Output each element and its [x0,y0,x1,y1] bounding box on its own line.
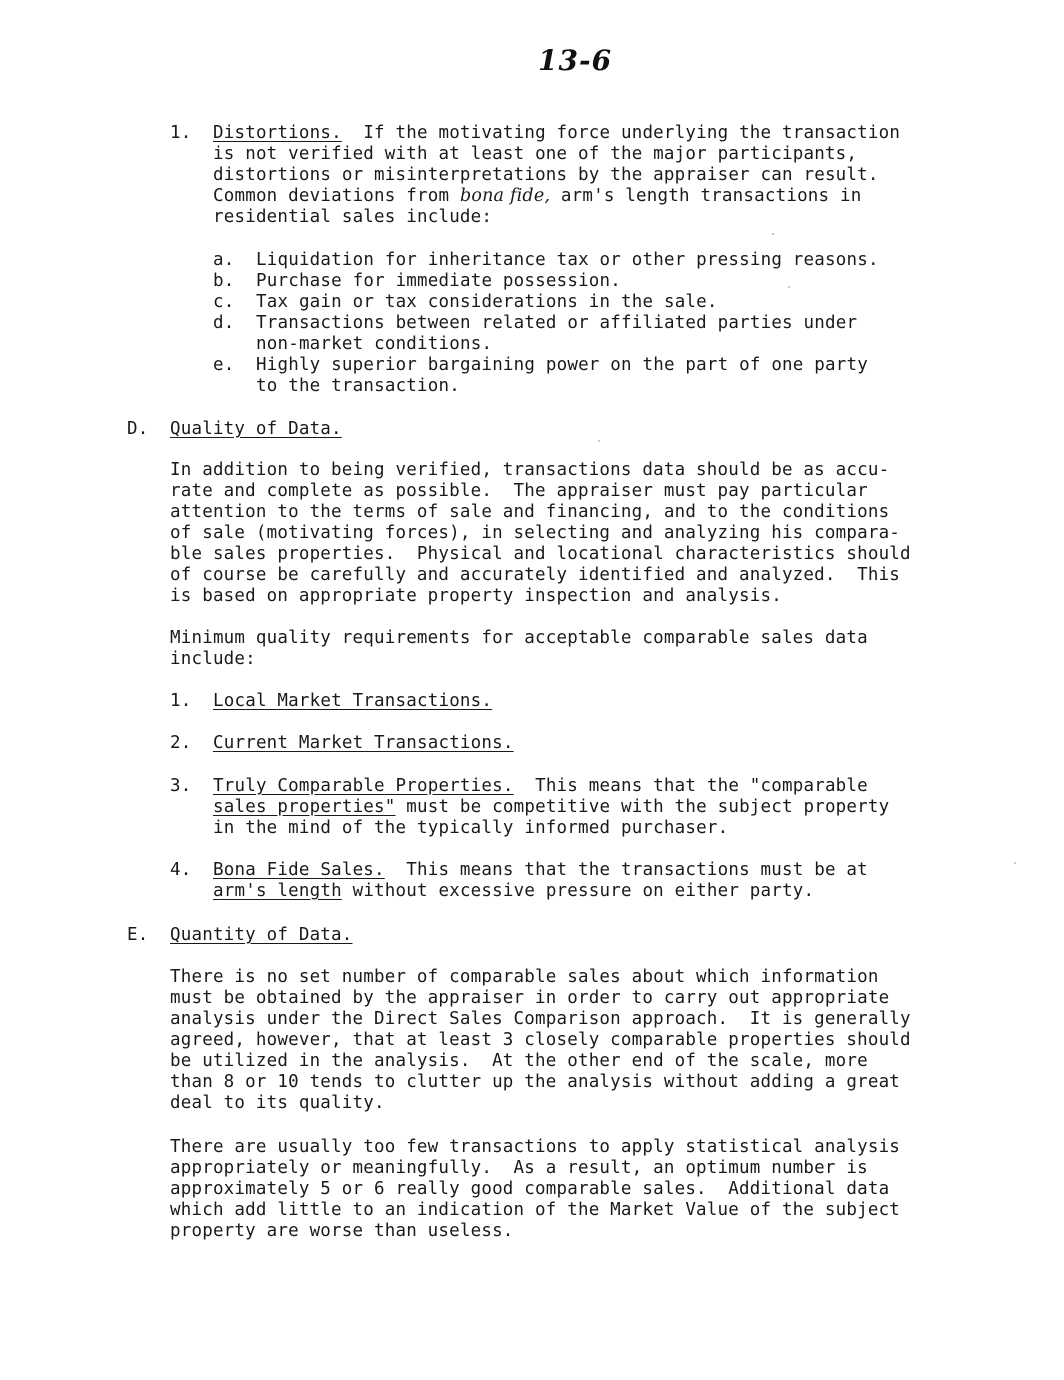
section-e-paragraph-line: deal to its quality. [170,1093,385,1113]
requirement-line: arm's length without excessive pressure on either party. [213,881,815,901]
scan-speck [598,440,600,442]
section-d-letter: D. [127,419,149,439]
section-e-paragraph-line: There is no set number of comparable sales about which information [170,967,879,987]
bona-fide-italic: bona fide, [459,186,551,206]
subitem-label: b. [213,271,235,291]
item-1-line-5: residential sales include: [213,207,493,227]
section-d-paragraph-line: attention to the terms of sale and financing, and to the conditions [170,502,890,522]
item-1-line-3: distortions or misinterpretations by the appraiser can result. [213,165,879,185]
section-e-paragraph-line: approximately 5 or 6 really good comparable sales. Additional data [170,1179,890,1199]
requirement-line: Truly Comparable Properties. This means that the "comparable [213,776,868,796]
section-e-paragraph-line: than 8 or 10 tends to clutter up the analysis without adding a great [170,1072,901,1092]
section-d-paragraph-line: rate and complete as possible. The appraiser must pay particular [170,481,868,501]
requirement-title: Truly Comparable Properties. [213,776,514,796]
scan-speck [788,286,790,288]
item-1-line-1: Distortions. If the motivating force underlying the transaction [213,123,901,143]
section-e-paragraph-line: There are usually too few transactions to apply statistical analysis [170,1137,901,1157]
subitem-text: Purchase for immediate possession. [256,271,622,291]
section-e-paragraph-line: which add little to an indication of the Market Value of the subject [170,1200,901,1220]
subitem-text: to the transaction. [256,376,460,396]
section-e-paragraph-line: property are worse than useless. [170,1221,514,1241]
scan-speck [772,233,774,235]
section-e-paragraph-line: appropriately or meaningfully. As a result, an optimum number is [170,1158,868,1178]
section-d-paragraph-line: of course be carefully and accurately identified and analyzed. This [170,565,901,585]
section-d-paragraph-line: include: [170,649,256,669]
section-d-paragraph-line: of sale (motivating forces), in selecting and analyzing his compara- [170,523,901,543]
page-number: 13-6 [538,44,613,77]
requirement-line: sales properties" must be competitive with the subject property [213,797,890,817]
requirement-number: 3. [170,776,192,796]
item-1-number: 1. [170,123,192,143]
subitem-label: a. [213,250,235,270]
section-d-paragraph-line: In addition to being verified, transactions data should be as accu- [170,460,890,480]
section-e-letter: E. [127,925,149,945]
requirement-line: Bona Fide Sales. This means that the transactions must be at [213,860,868,880]
item-1-line-4: Common deviations from bona fide, arm's length transactions in [213,186,862,206]
requirement-line: in the mind of the typically informed purchaser. [213,818,729,838]
subitem-text: Transactions between related or affiliated parties under [256,313,858,333]
item-1-line-2: is not verified with at least one of the major participants, [213,144,858,164]
section-d-paragraph-line: Minimum quality requirements for acceptable comparable sales data [170,628,868,648]
section-d-paragraph-line: ble sales properties. Physical and locational characteristics should [170,544,911,564]
subitem-text: non-market conditions. [256,334,493,354]
section-e-paragraph-line: must be obtained by the appraiser in order to carry out appropriate [170,988,890,1008]
section-e-paragraph-line: analysis under the Direct Sales Comparison approach. It is generally [170,1009,911,1029]
requirement-number: 4. [170,860,192,880]
subitem-label: d. [213,313,235,333]
section-d-paragraph-line: is based on appropriate property inspection and analysis. [170,586,782,606]
section-e-paragraph-line: agreed, however, that at least 3 closely comparable properties should [170,1030,911,1050]
subitem-text: Highly superior bargaining power on the part of one party [256,355,868,375]
requirement-number: 1. [170,691,192,711]
item-1-title: Distortions. [213,123,342,143]
requirement-title: Bona Fide Sales. [213,860,385,880]
section-e-paragraph-line: be utilized in the analysis. At the other end of the scale, more [170,1051,868,1071]
requirement-number: 2. [170,733,192,753]
scan-speck [1014,862,1016,864]
subitem-text: Liquidation for inheritance tax or other pressing reasons. [256,250,879,270]
requirement-title: Current Market Transactions. [213,733,514,753]
section-e-heading: Quantity of Data. [170,925,353,945]
subitem-label: c. [213,292,235,312]
subitem-text: Tax gain or tax considerations in the sale. [256,292,718,312]
subitem-label: e. [213,355,235,375]
section-d-heading: Quality of Data. [170,419,342,439]
requirement-title: Local Market Transactions. [213,691,493,711]
